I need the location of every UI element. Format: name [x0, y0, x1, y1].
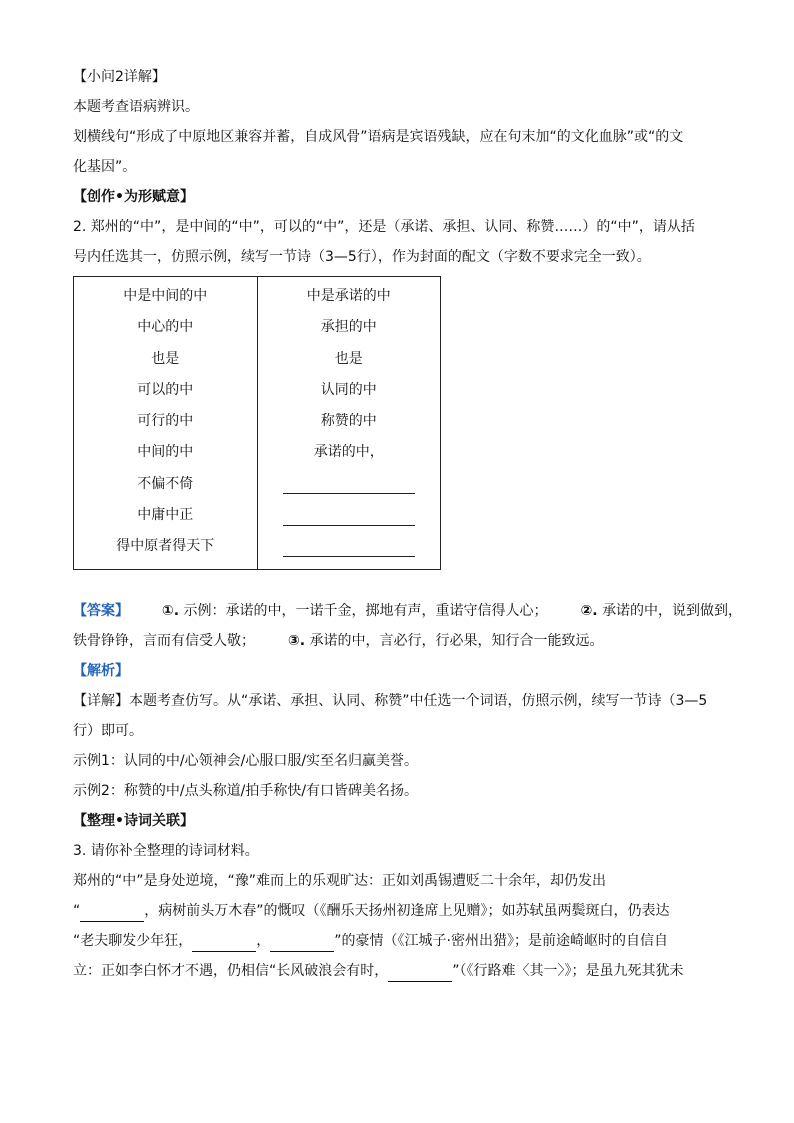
answer-item-2-text-cont: 铁骨铮铮，言而有信受人敬； — [73, 632, 255, 649]
poem-line: 中是中间的中 — [123, 288, 208, 304]
poem-line: 认同的中 — [320, 381, 377, 398]
poem-example-column — [74, 277, 258, 570]
document-page — [73, 62, 743, 986]
answer-item-1-mark: ①. — [161, 602, 180, 619]
sub-question-2-explanation-cont: 化基因”。 — [73, 159, 137, 175]
answer-item-2-mark: ②. — [580, 602, 598, 619]
example-2: 示例2：称赞的中/点头称道/拍手称快/有口皆碑美名扬。 — [73, 782, 419, 799]
sub-question-2-explanation: 划横线句“形成了中原地区兼容并蓄，自成风骨”语病是宾语残缺，应在句末加“的文化血脉”或“的文 — [73, 129, 684, 145]
question-3-text-4-rest: ”（《行路难〈其一〉》；是虽九死其犹未 — [452, 962, 684, 979]
detail-text-cont: 行）即可。 — [73, 722, 143, 739]
answer-label: 【答案】 — [73, 602, 129, 619]
poem-blank-line — [258, 469, 441, 500]
poem-line: 称赞的中 — [320, 413, 377, 430]
poem-blank-line — [258, 531, 441, 562]
poem-line: 中是承诺的中 — [306, 288, 391, 304]
answer-item-2-text: 承诺的中，说到做到， — [602, 602, 743, 619]
poem-line: 可以的中 — [137, 381, 194, 398]
fill-blank-4[interactable] — [388, 965, 452, 982]
answer-line-cont — [73, 626, 723, 656]
poem-table — [73, 276, 441, 570]
answer-item-1-text: 示例：承诺的中，一诺千金，掷地有声，重诺守信得人心； — [183, 602, 548, 619]
poem-line: 也是 — [151, 350, 180, 367]
section-heading-poetry: 【整理•诗词关联】 — [73, 812, 194, 829]
quote-open: “ — [73, 902, 81, 919]
poem-line: 可行的中 — [137, 413, 194, 430]
sub-question-2-heading: 【小问2详解】 — [73, 69, 166, 85]
answer-line — [73, 596, 743, 626]
question-3-text-4-start: 立：正如李白怀才不遇，仍相信“长风破浪会有时， — [73, 962, 389, 979]
question-3-text-2 — [73, 896, 723, 926]
example-1: 示例1：认同的中/心领神会/心服口服/实至名归赢美誉。 — [73, 752, 419, 769]
sub-question-2-topic: 本题考查语病辨识。 — [73, 99, 199, 115]
fill-blank-1[interactable] — [80, 905, 144, 922]
detail-text-a: 本题考查仿写。从“承诺、承担、认同、称赞”中任选一个词语，仿照示例，续写一节诗（3—5 — [129, 692, 708, 709]
question-2-prompt-cont: 号内任选其一，仿照示例，续写一节诗（3—5行），作为封面的配文（字数不要求完全一致）。 — [73, 249, 651, 265]
answer-item-3-text: 承诺的中，言必行，行必果，知行合一能致远。 — [309, 632, 604, 649]
fill-blank-3[interactable] — [270, 935, 334, 952]
question-3-text-3-start: “老夫聊发少年狂， — [73, 932, 193, 949]
detail-label: 【详解】 — [73, 692, 129, 709]
section-heading-create: 【创作•为形赋意】 — [73, 189, 194, 205]
question-3-prompt: 3. 请你补全整理的诗词材料。 — [73, 842, 259, 859]
answer-item-3-mark: ③. — [287, 632, 306, 649]
poem-line: 得中原者得天下 — [116, 538, 215, 555]
poem-line: 不偏不倚 — [137, 475, 194, 492]
question-3-text-3-rest: ”的豪情（《江城子·密州出猎》；是前途崎岖时的自信自 — [334, 932, 668, 949]
poem-line: 中庸中正 — [137, 507, 194, 524]
poem-line: 承诺的中， — [313, 444, 384, 461]
poem-line: 中心的中 — [137, 319, 194, 336]
comma: ， — [256, 932, 271, 949]
poem-line: 承担的中 — [320, 319, 377, 336]
analysis-label: 【解析】 — [73, 662, 129, 679]
fill-blank-2[interactable] — [192, 935, 256, 952]
question-3-text-1: 郑州的“中”是身处逆境，“豫”难而上的乐观旷达：正如刘禹锡遭贬二十余年，却仍发出 — [73, 872, 607, 889]
question-3-text-2-rest: ，病树前头万木春”的慨叹（《酬乐天扬州初逢席上见赠》；如苏轼虽两鬓斑白，仍表达 — [144, 902, 670, 919]
poem-line: 也是 — [334, 350, 363, 367]
poem-blank-line — [258, 500, 441, 531]
question-2-prompt: 2. 郑州的“中”，是中间的“中”，可以的“中”，还是（承诺、承担、认同、称赞……）的“中”，请从括 — [73, 219, 695, 235]
detail-text — [73, 686, 723, 716]
question-3-text-4 — [73, 956, 723, 986]
question-3-text-3 — [73, 926, 723, 956]
poem-continuation-column — [257, 277, 441, 570]
poem-line: 中间的中 — [137, 444, 194, 461]
